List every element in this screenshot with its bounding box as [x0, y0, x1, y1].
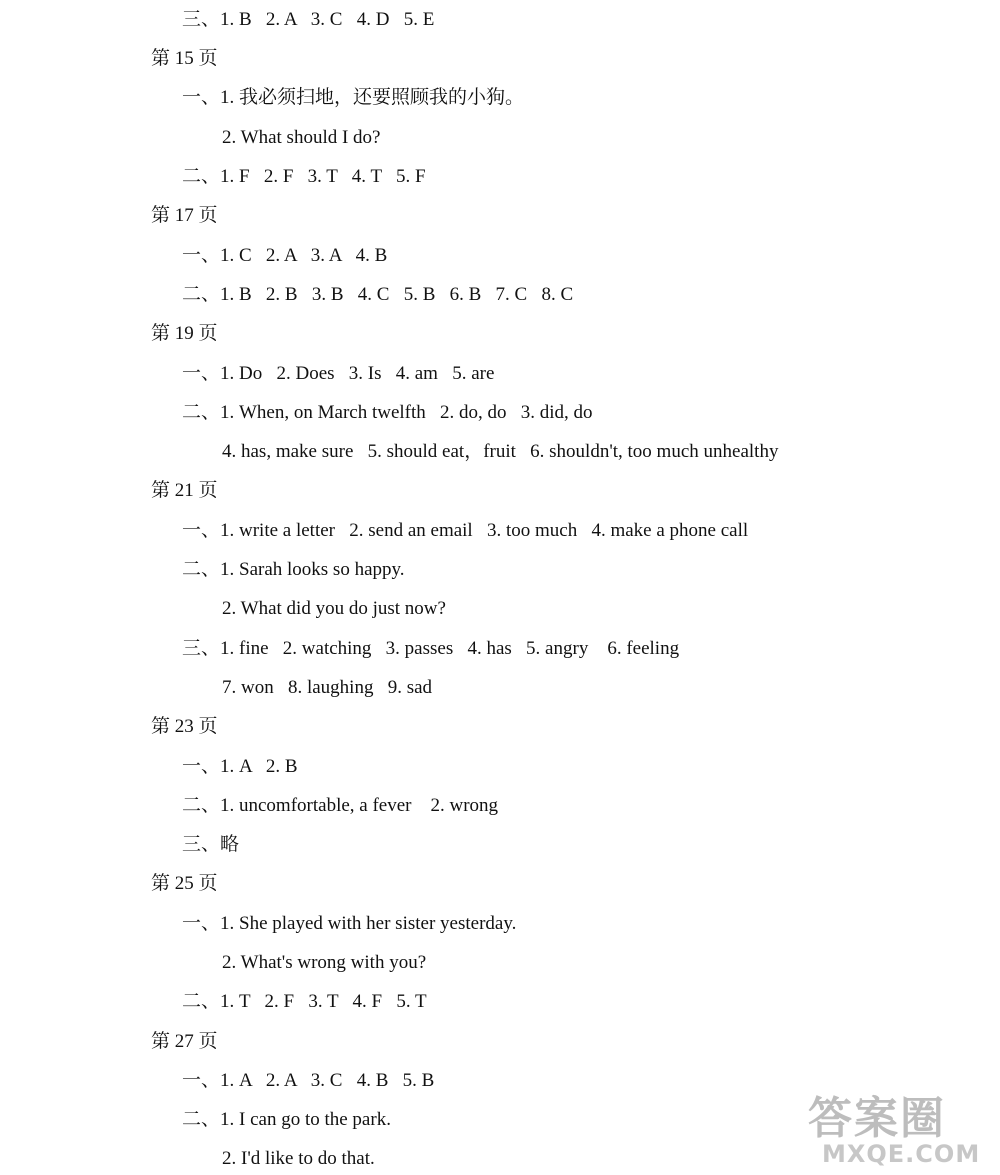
answer-line-section-3: 三、略 [182, 834, 240, 855]
answer-line-section-2: 二、1. uncomfortable, a fever 2. wrong [182, 795, 499, 816]
page-heading-25: 第 25 页 [151, 873, 218, 894]
answer-line-item: 2. What should I do? [222, 127, 381, 148]
answer-line-item: 7. won 8. laughing 9. sad [222, 677, 433, 698]
watermark-url: MXQE.COM [822, 1140, 981, 1168]
page-heading-19: 第 19 页 [151, 323, 218, 344]
page-heading-17: 第 17 页 [151, 205, 218, 226]
answer-line-section-2: 二、1. Sarah looks so happy. [182, 559, 405, 580]
watermark [808, 1082, 998, 1172]
answer-line-section-1: 一、1. C 2. A 3. A 4. B [182, 245, 388, 266]
answer-line-section-2: 二、1. F 2. F 3. T 4. T 5. F [182, 166, 426, 187]
answer-line-item: 4. has, make sure 5. should eat，fruit 6. shouldn't, too much unhealthy [222, 441, 779, 462]
answer-line-item: 2. What did you do just now? [222, 598, 446, 619]
answer-line-section-1: 一、1. A 2. B [182, 756, 298, 777]
answer-line-section-2: 二、1. T 2. F 3. T 4. F 5. T [182, 991, 427, 1012]
answer-line-section-2: 二、1. I can go to the park. [182, 1109, 391, 1130]
page-heading-21: 第 21 页 [151, 480, 218, 501]
answer-line-section-2: 二、1. B 2. B 3. B 4. C 5. B 6. B 7. C 8. C [182, 284, 574, 305]
answer-line-section-3: 三、1. fine 2. watching 3. passes 4. has 5. angry 6. feeling [182, 638, 680, 659]
answer-line-section-2: 二、1. When, on March twelfth 2. do, do 3. did, do [182, 402, 593, 423]
answer-line-item: 2. What's wrong with you? [222, 952, 427, 973]
page-heading-27: 第 27 页 [151, 1031, 218, 1052]
answer-line-section-1: 一、1. 我必须扫地，还要照顾我的小狗。 [182, 87, 525, 108]
answer-line-section-1: 一、1. Do 2. Does 3. Is 4. am 5. are [182, 363, 495, 384]
watermark-logo: 答案圈 [808, 1093, 946, 1144]
answer-line-section-3: 三、1. B 2. A 3. C 4. D 5. E [182, 9, 435, 30]
page-heading-23: 第 23 页 [151, 716, 218, 737]
page-heading-15: 第 15 页 [151, 48, 218, 69]
answer-line-section-1: 一、1. A 2. A 3. C 4. B 5. B [182, 1070, 435, 1091]
answer-line-section-1: 一、1. She played with her sister yesterday. [182, 913, 517, 934]
answer-line-item: 2. I'd like to do that. [222, 1148, 375, 1169]
answer-line-section-1: 一、1. write a letter 2. send an email 3. too much 4. make a phone call [182, 520, 749, 541]
